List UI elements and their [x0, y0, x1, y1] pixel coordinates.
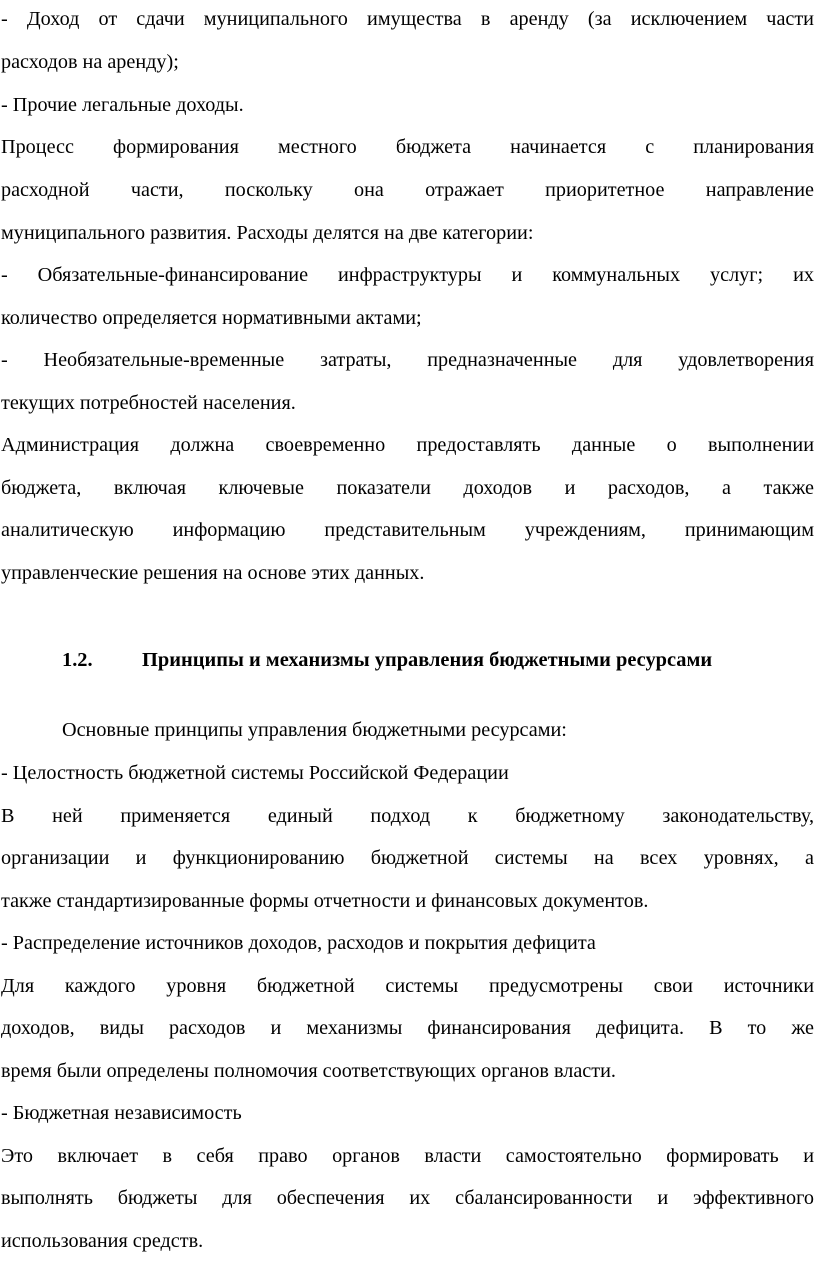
text-line: использования средств. [1, 1230, 204, 1252]
text-line: Администрация должна своевременно предоставлять данные о выполнении [1, 434, 814, 456]
text-line: Процесс формирования местного бюджета начинается с планирования [1, 136, 814, 158]
section-title: Принципы и механизмы управления бюджетными ресурсами [142, 649, 713, 671]
text-line: организации и функционированию бюджетной системы на всех уровнях, а [1, 847, 814, 869]
text-line: - Обязательные-финансирование инфраструктуры и коммунальных услуг; их [1, 264, 814, 286]
text-line: управленческие решения на основе этих данных. [1, 562, 425, 584]
text-line: - Распределение источников доходов, расходов и покрытия дефицита [1, 932, 596, 954]
text-line: Это включает в себя право органов власти самостоятельно формировать и [1, 1145, 814, 1167]
text-line: аналитическую информацию представительным учреждениям, принимающим [1, 519, 814, 541]
text-line: текущих потребностей населения. [1, 392, 296, 414]
text-line: расходной части, поскольку она отражает приоритетное направление [1, 179, 814, 201]
text-line: - Целостность бюджетной системы Российской Федерации [1, 762, 509, 784]
text-line: также стандартизированные формы отчетности и финансовых документов. [1, 890, 649, 912]
text-line: муниципального развития. Расходы делятся на две категории: [1, 222, 534, 244]
text-line: - Бюджетная независимость [1, 1102, 242, 1124]
text-line: время были определены полномочия соответствующих органов власти. [1, 1060, 616, 1082]
text-line: - Прочие легальные доходы. [1, 94, 244, 116]
section-heading [62, 646, 814, 674]
text-line: доходов, виды расходов и механизмы финансирования дефицита. В то же [1, 1017, 814, 1039]
text-line: - Необязательные-временные затраты, предназначенные для удовлетворения [1, 349, 814, 371]
text-line: бюджета, включая ключевые показатели доходов и расходов, а также [1, 477, 814, 499]
text-line: Для каждого уровня бюджетной системы предусмотрены свои источники [1, 975, 814, 997]
text-line: расходов на аренду); [1, 51, 179, 73]
intro-line: Основные принципы управления бюджетными ресурсами: [62, 719, 567, 741]
text-line: - Доход от сдачи муниципального имущества в аренду (за исключением части [1, 8, 814, 30]
text-line: выполнять бюджеты для обеспечения их сбалансированности и эффективного [1, 1187, 814, 1209]
text-line: В ней применяется единый подход к бюджетному законодательству, [1, 805, 814, 827]
section-number: 1.2. [62, 649, 93, 671]
text-line: количество определяется нормативными актами; [1, 307, 422, 329]
